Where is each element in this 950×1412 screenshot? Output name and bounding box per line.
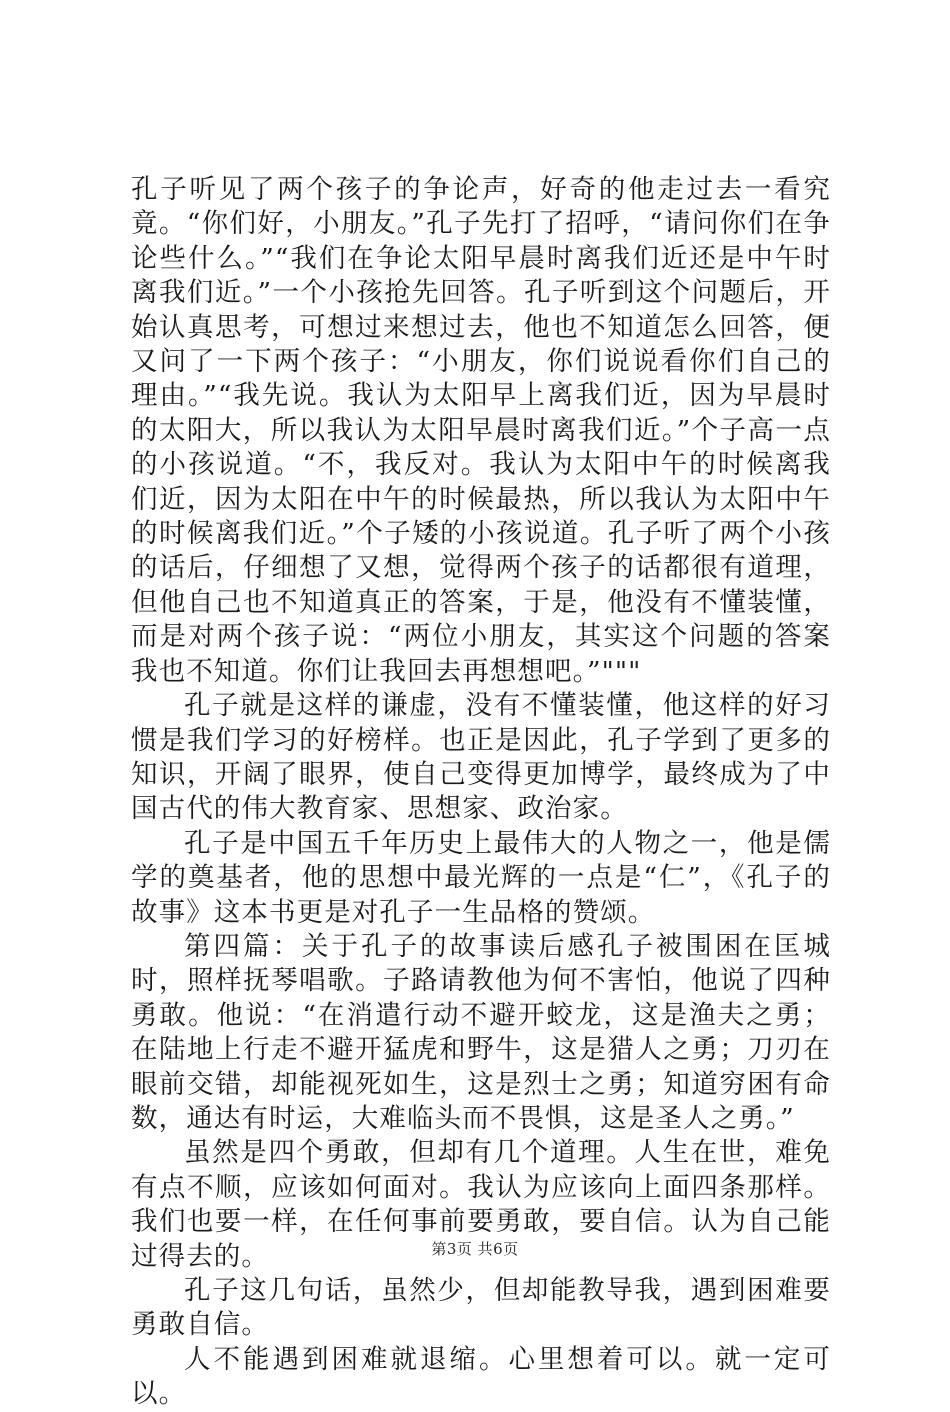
paragraph-dialogue: 孔子听见了两个孩子的争论声，好奇的他走过去一看究竟。“你们好，小朋友。”孔子先打了招呼，“请问你们在争论些什么。”“我们在争论太阳早晨时离我们近还是中午时离我们近。”一个小孩抢先回答。孔子听到这个问题后，开始认真思考，可想过来想过去，他也不知道怎么回答，便又问了一下两个孩子：“小朋友，你们说说看你们自己的理由。”“我先说。我认为太阳早上离我们近，因为早晨时的太阳大，所以我认为太阳早晨时离我们近。”个子高一点的小孩说道。“不，我反对。我认为太阳中午的时候离我们近，因为太阳在中午的时候最热，所以我认为太阳中午的时候离我们近。”个子矮的小孩说道。孔子听了两个小孩的话后，仔细想了又想，觉得两个孩子的话都很有道理，但他自己也不知道真正的答案，于是，他没有不懂装懂，而是对两个孩子说：“两位小朋友，其实这个问题的答案我也不知道。你们让我回去再想想吧。”""" xyxy=(131,174,831,687)
paragraph-greatness: 孔子是中国五千年历史上最伟大的人物之一，他是儒学的奠基者，他的思想中最光辉的一点是“仁”，《孔子的故事》这本书更是对孔子一生品格的赞颂。 xyxy=(131,827,831,928)
paragraph-conclusion: 人不能遇到困难就退缩。心里想着可以。就一定可以。 xyxy=(131,1343,831,1410)
paragraph-reflection: 虽然是四个勇敢，但却有几个道理。人生在世，难免有点不顺，应该如何面对。我认为应该向上面四条那样。我们也要一样，在任何事前要勇敢，要自信。认为自己能过得去的。 xyxy=(131,1137,831,1272)
paragraph-humility: 孔子就是这样的谦虚，没有不懂装懂，他这样的好习惯是我们学习的好榜样。也正是因此，孔子学到了更多的知识，开阔了眼界，使自己变得更加博学，最终成为了中国古代的伟大教育家、思想家、政治家。 xyxy=(131,690,831,825)
paragraph-lesson: 孔子这几句话，虽然少，但却能教导我，遇到困难要勇敢自信。 xyxy=(131,1275,831,1341)
document-body xyxy=(131,173,831,1412)
paragraph-chapter-four: 第四篇：关于孔子的故事读后感孔子被围困在匡城时，照样抚琴唱歌。子路请教他为何不害怕，他说了四种勇敢。他说：“在消遣行动不避开蛟龙，这是渔夫之勇；在陆地上行走不避开猛虎和野牛，这是猎人之勇；刀刃在眼前交错，却能视死如生，这是烈士之勇；知道穷困有命数，通达有时运，大难临头而不畏惧，这是圣人之勇。” xyxy=(131,930,831,1134)
page-number-footer: 第3页 共6页 xyxy=(431,1240,519,1258)
